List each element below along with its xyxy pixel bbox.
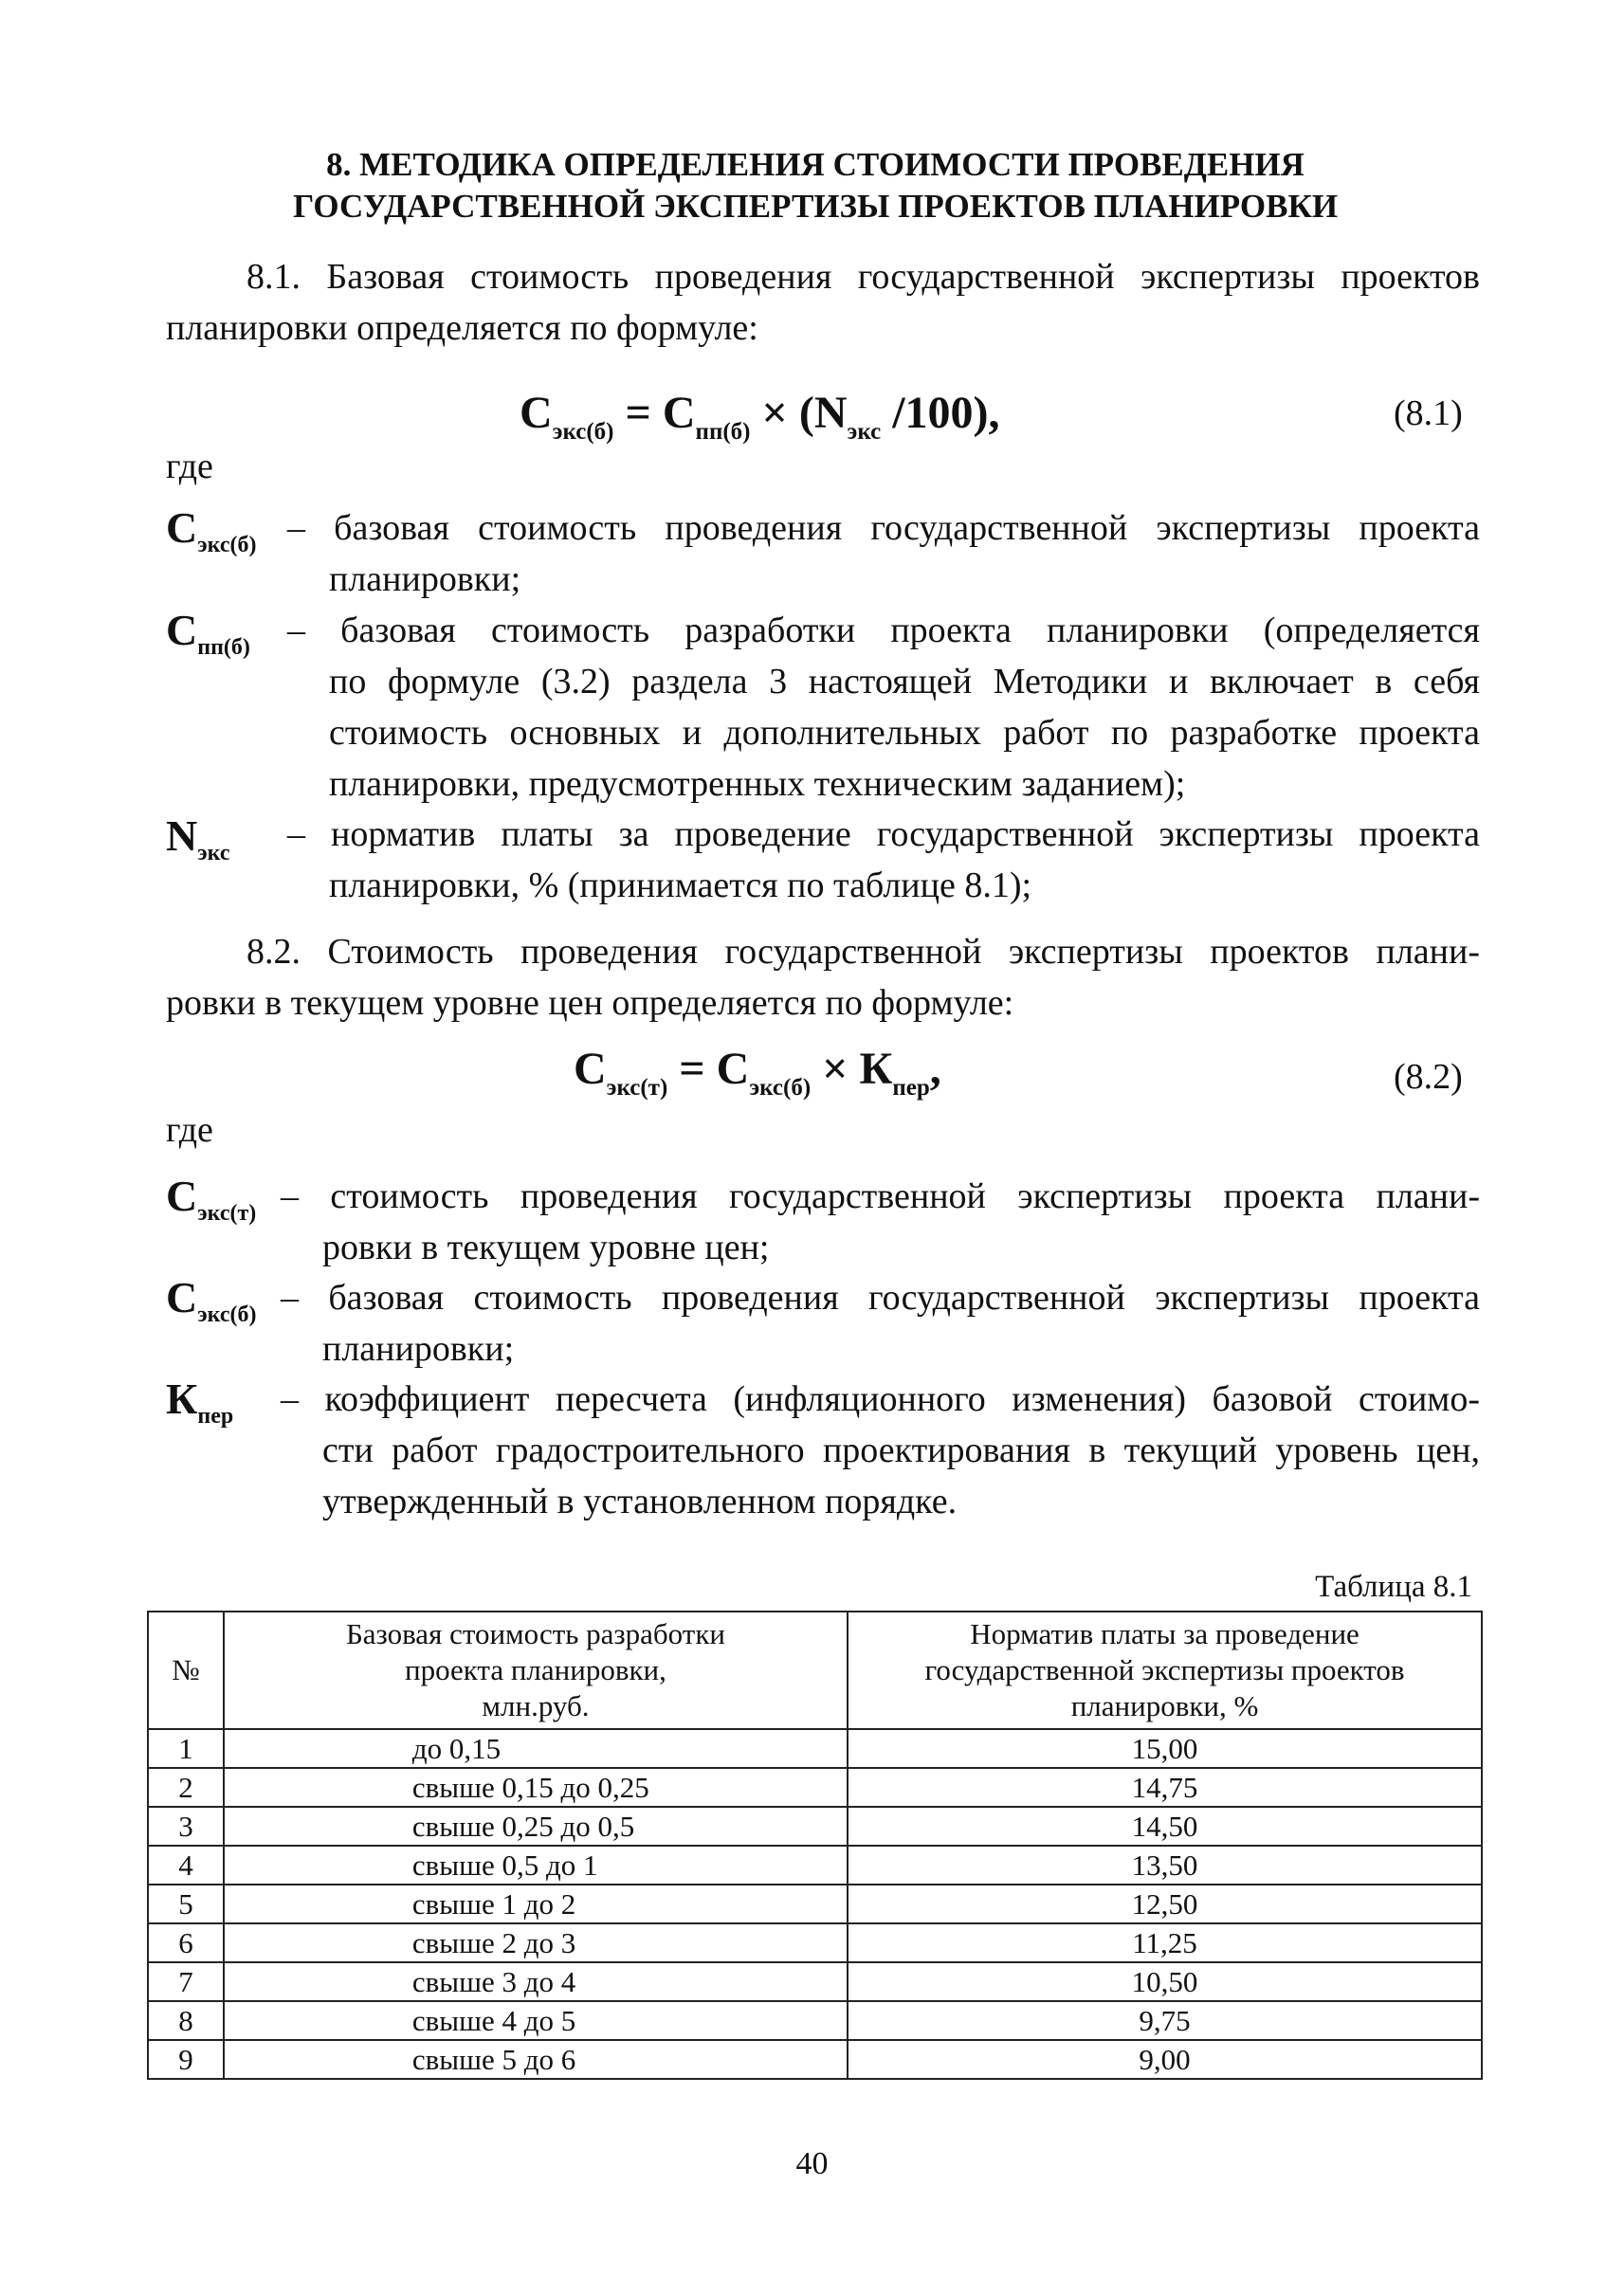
header-line: Норматив платы за проведение: [970, 1617, 1359, 1650]
formula-8-2-term1: С: [716, 1044, 750, 1094]
def-text-c-pp-b: [287, 605, 1480, 810]
table-caption: Таблица 8.1: [1315, 1570, 1472, 1604]
def-symbol-base: N: [166, 811, 198, 860]
table-row: [148, 1846, 1482, 1885]
def-line: планировки, предусмотренных техническим заданием);: [329, 764, 1186, 804]
def-symbol-n-eks: [166, 811, 230, 866]
table-row: [148, 2001, 1482, 2040]
def-text-k-per: [281, 1374, 1480, 1527]
def-symbol-c-eks-t: [166, 1171, 256, 1227]
def-line: – стоимость проведения государственной экспертизы проекта плани-: [281, 1176, 1480, 1216]
formula-8-2-lhs: С: [574, 1044, 607, 1094]
formula-8-2-term2-sub: пер: [892, 1075, 930, 1101]
paragraph-8-1-line-1: 8.1. Базовая стоимость проведения государственной экспертизы проектов: [246, 257, 1480, 297]
row-number-cell: 8: [148, 2001, 224, 2040]
formula-8-2-number: (8.2): [1394, 1057, 1463, 1097]
table-row: [148, 1729, 1482, 1768]
row-rate-cell: 11,25: [848, 1923, 1482, 1962]
page-number: 40: [795, 2146, 829, 2181]
row-range-cell: свыше 0,25 до 0,5: [224, 1807, 848, 1846]
header-line: государственной экспертизы проектов: [924, 1653, 1405, 1686]
def-line: ровки в текущем уровне цен;: [322, 1228, 770, 1267]
def-symbol-base: К: [166, 1375, 198, 1423]
formula-8-2-eq: =: [667, 1044, 717, 1094]
row-rate-cell: 15,00: [848, 1729, 1482, 1768]
row-range-cell: свыше 0,5 до 1: [224, 1846, 848, 1885]
where-label-2: где: [166, 1110, 213, 1150]
def-symbol-sub: экс(т): [197, 1201, 257, 1226]
def-symbol-base: С: [166, 1273, 198, 1321]
def-symbol-base: С: [166, 1172, 198, 1220]
paragraph-8-2-line-2: ровки в текущем уровне цен определяется по формуле:: [166, 983, 1014, 1023]
header-line: Базовая стоимость разработки: [345, 1617, 725, 1650]
formula-8-2-lhs-sub: экс(т): [606, 1075, 668, 1101]
def-line: – коэффициент пересчета (инфляционного изменения) базовой стоимо-: [281, 1379, 1480, 1419]
def-text-c-eks-t: [281, 1171, 1480, 1273]
def-line: – норматив платы за проведение государственной экспертизы проекта: [287, 814, 1480, 854]
row-rate-cell: 14,75: [848, 1768, 1482, 1807]
def-symbol-sub: пер: [197, 1404, 234, 1429]
section-heading: [152, 144, 1479, 228]
def-symbol-base: С: [166, 503, 198, 552]
paragraph-8-1: [166, 251, 1480, 354]
def-line: планировки, % (принимается по таблице 8.1);: [329, 865, 1032, 905]
header-line: планировки, %: [1070, 1689, 1259, 1722]
row-number-cell: 5: [148, 1885, 224, 1923]
table-header-row: [148, 1612, 1482, 1729]
row-range-cell: свыше 3 до 4: [224, 1962, 848, 2001]
row-number-cell: 3: [148, 1807, 224, 1846]
def-text-c-eks-b-2: [281, 1272, 1480, 1375]
def-line: стоимость основных и дополнительных работ по разработке проекта: [329, 713, 1480, 753]
header-line: №: [172, 1653, 200, 1686]
formula-8-2-tail: ,: [929, 1044, 941, 1094]
row-rate-cell: 9,00: [848, 2040, 1482, 2079]
formula-8-1: [520, 387, 1000, 446]
table-row: [148, 1923, 1482, 1962]
table-header-base-cost: [224, 1612, 848, 1729]
def-symbol-k-per: [166, 1374, 233, 1430]
def-line: – базовая стоимость разработки проекта планировки (определяется: [287, 610, 1480, 650]
row-rate-cell: 9,75: [848, 2001, 1482, 2040]
formula-8-1-term2-sub: экс: [847, 419, 882, 445]
def-line: планировки;: [329, 559, 521, 599]
def-symbol-sub: экс: [197, 841, 230, 865]
def-text-n-eks: [287, 809, 1480, 911]
def-line: – базовая стоимость проведения государственной экспертизы проекта: [287, 508, 1480, 548]
def-symbol-c-pp-b: [166, 605, 250, 661]
heading-line-1: 8. МЕТОДИКА ОПРЕДЕЛЕНИЯ СТОИМОСТИ ПРОВЕДЕНИЯ: [326, 146, 1305, 183]
paragraph-8-2: [166, 926, 1480, 1029]
row-rate-cell: 13,50: [848, 1846, 1482, 1885]
row-range-cell: свыше 0,15 до 0,25: [224, 1768, 848, 1807]
formula-8-1-number: (8.1): [1394, 393, 1463, 433]
table-header-fee-rate: [848, 1612, 1482, 1729]
table-row: [148, 1962, 1482, 2001]
row-number-cell: 7: [148, 1962, 224, 2001]
header-line: млн.руб.: [482, 1689, 590, 1722]
def-line: сти работ градостроительного проектирования в текущий уровень цен,: [322, 1430, 1480, 1470]
row-number-cell: 6: [148, 1923, 224, 1962]
def-symbol-c-eks-b-2: [166, 1272, 256, 1328]
row-range-cell: до 0,15: [224, 1729, 848, 1768]
def-text-c-eks-b: [287, 502, 1480, 605]
table-body: [148, 1729, 1482, 2079]
row-range-cell: свыше 5 до 6: [224, 2040, 848, 2079]
row-number-cell: 1: [148, 1729, 224, 1768]
table-row: [148, 1807, 1482, 1846]
row-rate-cell: 10,50: [848, 1962, 1482, 2001]
formula-8-1-times: × (N: [750, 388, 848, 438]
row-rate-cell: 14,50: [848, 1807, 1482, 1846]
def-symbol-c-eks-b: [166, 502, 256, 558]
def-symbol-sub: пп(б): [197, 635, 250, 660]
formula-8-2-term1-sub: экс(б): [749, 1075, 812, 1101]
def-symbol-sub: экс(б): [197, 1302, 257, 1327]
def-symbol-sub: экс(б): [197, 533, 257, 557]
formula-8-1-term1-sub: пп(б): [695, 419, 751, 445]
def-line: по формуле (3.2) раздела 3 настоящей Методики и включает в себя: [329, 662, 1480, 701]
def-line: планировки;: [322, 1329, 515, 1369]
heading-line-2: ГОСУДАРСТВЕННОЙ ЭКСПЕРТИЗЫ ПРОЕКТОВ ПЛАНИРОВКИ: [292, 188, 1339, 225]
table-8-1: [147, 1611, 1483, 2080]
row-number-cell: 9: [148, 2040, 224, 2079]
def-line: утвержденный в установленном порядке.: [322, 1482, 958, 1521]
formula-8-1-lhs-sub: экс(б): [552, 419, 614, 445]
paragraph-8-1-line-2: планировки определяется по формуле:: [166, 308, 758, 348]
row-rate-cell: 12,50: [848, 1885, 1482, 1923]
row-range-cell: свыше 1 до 2: [224, 1885, 848, 1923]
table-row: [148, 1768, 1482, 1807]
formula-8-2-times: × К: [811, 1044, 893, 1094]
table-row: [148, 2040, 1482, 2079]
row-range-cell: свыше 2 до 3: [224, 1923, 848, 1962]
table-header-number: [148, 1612, 224, 1729]
def-symbol-base: С: [166, 606, 198, 654]
header-line: проекта планировки,: [405, 1653, 666, 1686]
formula-8-1-term1: С: [662, 388, 696, 438]
formula-8-1-lhs: С: [520, 388, 553, 438]
formula-8-1-tail: /100),: [881, 388, 1000, 438]
table-row: [148, 1885, 1482, 1923]
paragraph-8-2-line-1: 8.2. Стоимость проведения государственной экспертизы проектов плани-: [246, 932, 1480, 972]
row-number-cell: 4: [148, 1846, 224, 1885]
formula-8-2: [574, 1043, 941, 1102]
formula-8-1-eq: =: [613, 388, 663, 438]
row-range-cell: свыше 4 до 5: [224, 2001, 848, 2040]
row-number-cell: 2: [148, 1768, 224, 1807]
where-label-1: где: [166, 446, 213, 486]
def-line: – базовая стоимость проведения государственной экспертизы проекта: [281, 1278, 1480, 1318]
